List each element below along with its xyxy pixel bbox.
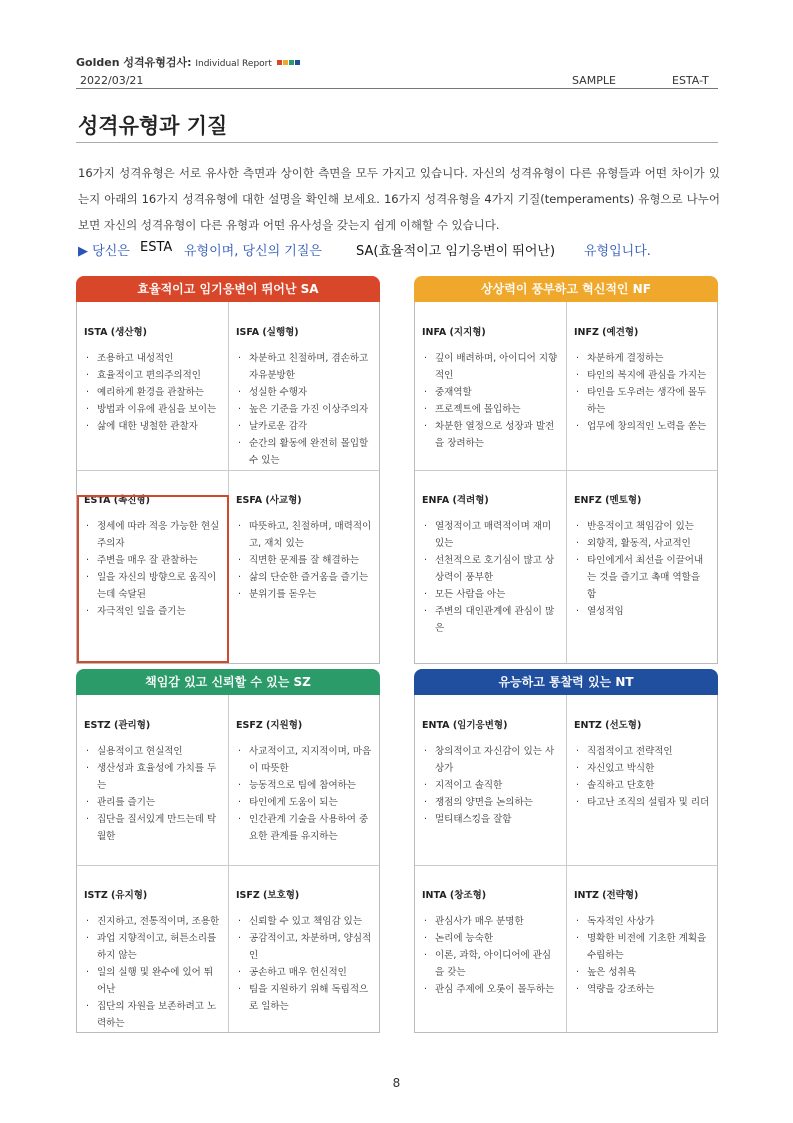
list-item: · 삶의 단순한 즐거움을 즐기는 [236, 569, 373, 586]
list-item: · 자신있고 박식한 [574, 760, 711, 777]
group-sa-title: 효율적이고 임기응변이 뛰어난 SA [76, 276, 380, 302]
result-mid: 유형이며, 당신의 기질은 [184, 244, 322, 259]
type-cell-esfz [229, 709, 379, 845]
list-item: · 주변을 매우 잘 관찰하는 [84, 552, 221, 569]
list-item: · 타인에게 도움이 되는 [236, 794, 373, 811]
list-item: · 선천적으로 호기심이 많고 상상력이 풍부한 [422, 552, 559, 586]
type-name: INTA (창조형) [422, 890, 487, 901]
report-brand [76, 54, 300, 70]
list-item: · 과업 지향적이고, 허튼소리를 하지 않는 [84, 930, 221, 964]
type-name: INFZ (예견형) [574, 327, 639, 338]
list-item: · 관심사가 매우 분명한 [422, 913, 559, 930]
list-item: · 역량을 강조하는 [574, 981, 711, 998]
list-item: · 이론, 과학, 아이디어에 관심을 갖는 [422, 947, 559, 981]
brand-square-3 [289, 60, 294, 65]
list-item: · 실용적이고 현실적인 [84, 743, 221, 760]
type-name: ISTA (생산형) [84, 327, 147, 338]
type-name: ISTZ (유지형) [84, 890, 148, 901]
list-item: · 직면한 문제를 잘 해결하는 [236, 552, 373, 569]
group-nf [414, 276, 718, 664]
list-item: · 높은 기준을 가진 이상주의자 [236, 401, 373, 418]
list-item: · 팀을 지원하기 위해 독립적으로 일하는 [236, 981, 373, 1015]
list-item: · 날카로운 감각 [236, 418, 373, 435]
type-cell-entz [567, 709, 717, 811]
brand-subtitle: Individual Report [195, 59, 272, 69]
cell-divider-horizontal [415, 470, 717, 471]
group-nt [414, 669, 718, 1033]
type-cell-ista [77, 316, 227, 435]
list-item: · 주변의 대인관계에 관심이 많은 [422, 603, 559, 637]
list-item: · 업무에 창의적인 노력을 쏟는 [574, 418, 711, 435]
report-date: 2022/03/21 [80, 74, 144, 87]
list-item: · 지적이고 솔직한 [422, 777, 559, 794]
type-cell-estz [77, 709, 227, 845]
list-item: · 중재역할 [422, 384, 559, 401]
list-item: · 반응적이고 책임감이 있는 [574, 518, 711, 535]
list-item: · 관심 주제에 오롯이 몰두하는 [422, 981, 559, 998]
group-sz-title: 책임감 있고 신뢰할 수 있는 SZ [76, 669, 380, 695]
list-item: · 조용하고 내성적인 [84, 350, 221, 367]
list-item: · 능동적으로 팀에 참여하는 [236, 777, 373, 794]
list-item: · 따뜻하고, 친절하며, 매력적이고, 재치 있는 [236, 518, 373, 552]
cell-divider-horizontal [77, 470, 379, 471]
brand-title: Golden 성격유형검사: [76, 56, 192, 69]
list-item: · 일을 자신의 방향으로 움직이는데 숙달된 [84, 569, 221, 603]
list-item: · 타인의 복지에 관심을 가지는 [574, 367, 711, 384]
list-item: · 독자적인 사상가 [574, 913, 711, 930]
list-item: · 일의 실행 및 완수에 있어 뛰어난 [84, 964, 221, 998]
type-cell-infz [567, 316, 717, 435]
type-name: INFA (지지형) [422, 327, 486, 338]
type-name: ENTA (임기응변형) [422, 720, 508, 731]
type-name: INTZ (전략형) [574, 890, 639, 901]
list-item: · 열성적임 [574, 603, 711, 620]
list-item: · 집단을 질서있게 만드는데 탁월한 [84, 811, 221, 845]
list-item: · 효율적이고 편의주의적인 [84, 367, 221, 384]
list-item: · 관리를 즐기는 [84, 794, 221, 811]
type-cell-enfz [567, 484, 717, 620]
list-item: · 창의적이고 자신감이 있는 사상가 [422, 743, 559, 777]
header-divider [76, 88, 718, 89]
list-item: · 멀티태스킹을 잘함 [422, 811, 559, 828]
type-name: ISFA (실행형) [236, 327, 299, 338]
list-item: · 신뢰할 수 있고 책임감 있는 [236, 913, 373, 930]
result-suffix: 유형입니다. [584, 244, 651, 259]
result-type: ESTA [140, 240, 173, 255]
title-divider [76, 142, 718, 143]
cell-divider-horizontal [415, 865, 717, 866]
type-name: ENFA (격려형) [422, 495, 489, 506]
result-temperament: SA(효율적이고 임기응변이 뛰어난) [356, 244, 556, 259]
report-sample-label: SAMPLE [572, 74, 616, 87]
list-item: · 타인에게서 최선을 이끌어내는 것을 즐기고 촉매 역할을 함 [574, 552, 711, 603]
user-type-highlight [77, 495, 229, 663]
type-name: ESFZ (지원형) [236, 720, 303, 731]
list-item: · 분위기를 돋우는 [236, 586, 373, 603]
type-name: ENTZ (선도형) [574, 720, 642, 731]
list-item: · 외향적, 활동적, 사교적인 [574, 535, 711, 552]
type-cell-isfz [229, 879, 379, 1015]
group-nf-title: 상상력이 풍부하고 혁신적인 NF [414, 276, 718, 302]
type-cell-enta [415, 709, 565, 828]
type-cell-esfa [229, 484, 379, 603]
type-cell-intz [567, 879, 717, 998]
type-cell-isfa [229, 316, 379, 469]
type-name: ESTA (촉진형) [84, 495, 150, 506]
list-item: · 사교적이고, 지지적이며, 마음이 따뜻한 [236, 743, 373, 777]
brand-square-2 [283, 60, 288, 65]
list-item: · 모든 사람을 아는 [422, 586, 559, 603]
intro-paragraph: 16가지 성격유형은 서로 유사한 측면과 상이한 측면을 모두 가지고 있습니다. 자신의 성격유형이 다른 유형들과 어떤 차이가 있는지 아래의 16가지 성격유형에 대한 설명을 확인해 보세요. 16가지 성격유형을 4가지 기질(temperaments) 유형으로 나누어보면 자신의 성격유형이 다른 유형과 어떤 유사성을 갖는지 쉽게 이해할 수 있습니다. [78, 166, 720, 232]
list-item: · 순간의 활동에 완전히 몰입할 수 있는 [236, 435, 373, 469]
list-item: · 쟁점의 양면을 논의하는 [422, 794, 559, 811]
report-type-code: ESTA-T [672, 74, 709, 87]
list-item: · 솔직하고 단호한 [574, 777, 711, 794]
list-item: · 직접적이고 전략적인 [574, 743, 711, 760]
list-item: · 차분한 열정으로 성장과 발전을 장려하는 [422, 418, 559, 452]
list-item: · 성실한 수행자 [236, 384, 373, 401]
type-name: ESTZ (관리형) [84, 720, 151, 731]
brand-square-4 [295, 60, 300, 65]
list-item: · 차분하고 친절하며, 겸손하고 자유분방한 [236, 350, 373, 384]
type-name: ISFZ (보호형) [236, 890, 300, 901]
type-name: ESFA (사교형) [236, 495, 302, 506]
brand-square-1 [277, 60, 282, 65]
type-cell-inta [415, 879, 565, 998]
list-item: · 방법과 이유에 관심을 보이는 [84, 401, 221, 418]
type-name: ENFZ (멘토형) [574, 495, 642, 506]
list-item: · 집단의 자원을 보존하려고 노력하는 [84, 998, 221, 1032]
list-item: · 차분하게 결정하는 [574, 350, 711, 367]
group-nt-title: 유능하고 통찰력 있는 NT [414, 669, 718, 695]
list-item: · 공감적이고, 차분하며, 양심적인 [236, 930, 373, 964]
list-item: · 자극적인 일을 즐기는 [84, 603, 221, 620]
list-item: · 논리에 능숙한 [422, 930, 559, 947]
list-item: · 삶에 대한 냉철한 관찰자 [84, 418, 221, 435]
group-sz [76, 669, 380, 1033]
list-item: · 예리하게 환경을 관찰하는 [84, 384, 221, 401]
list-item: · 프로젝트에 몰입하는 [422, 401, 559, 418]
page-number: 8 [392, 1076, 401, 1090]
page-title: 성격유형과 기질 [78, 114, 228, 138]
list-item: · 타고난 조직의 설립자 및 리더 [574, 794, 711, 811]
list-item: · 명확한 비전에 기초한 계획을 수립하는 [574, 930, 711, 964]
list-item: · 생산성과 효율성에 가치를 두는 [84, 760, 221, 794]
result-prefix: ▶ 당신은 [78, 244, 130, 259]
group-sa [76, 276, 380, 664]
list-item: · 깊이 배려하며, 아이디어 지향적인 [422, 350, 559, 384]
list-item: · 열정적이고 매력적이며 재미있는 [422, 518, 559, 552]
list-item: · 타인을 도우려는 생각에 몰두하는 [574, 384, 711, 418]
type-cell-enfa [415, 484, 565, 637]
list-item: · 공손하고 매우 헌신적인 [236, 964, 373, 981]
list-item: · 진지하고, 전통적이며, 조용한 [84, 913, 221, 930]
list-item: · 인간관계 기술을 사용하여 중요한 관계를 유지하는 [236, 811, 373, 845]
list-item: · 높은 성취욕 [574, 964, 711, 981]
type-cell-infa [415, 316, 565, 452]
list-item: · 정세에 따라 적응 가능한 현실주의자 [84, 518, 221, 552]
type-cell-istz [77, 879, 227, 1032]
cell-divider-horizontal [77, 865, 379, 866]
